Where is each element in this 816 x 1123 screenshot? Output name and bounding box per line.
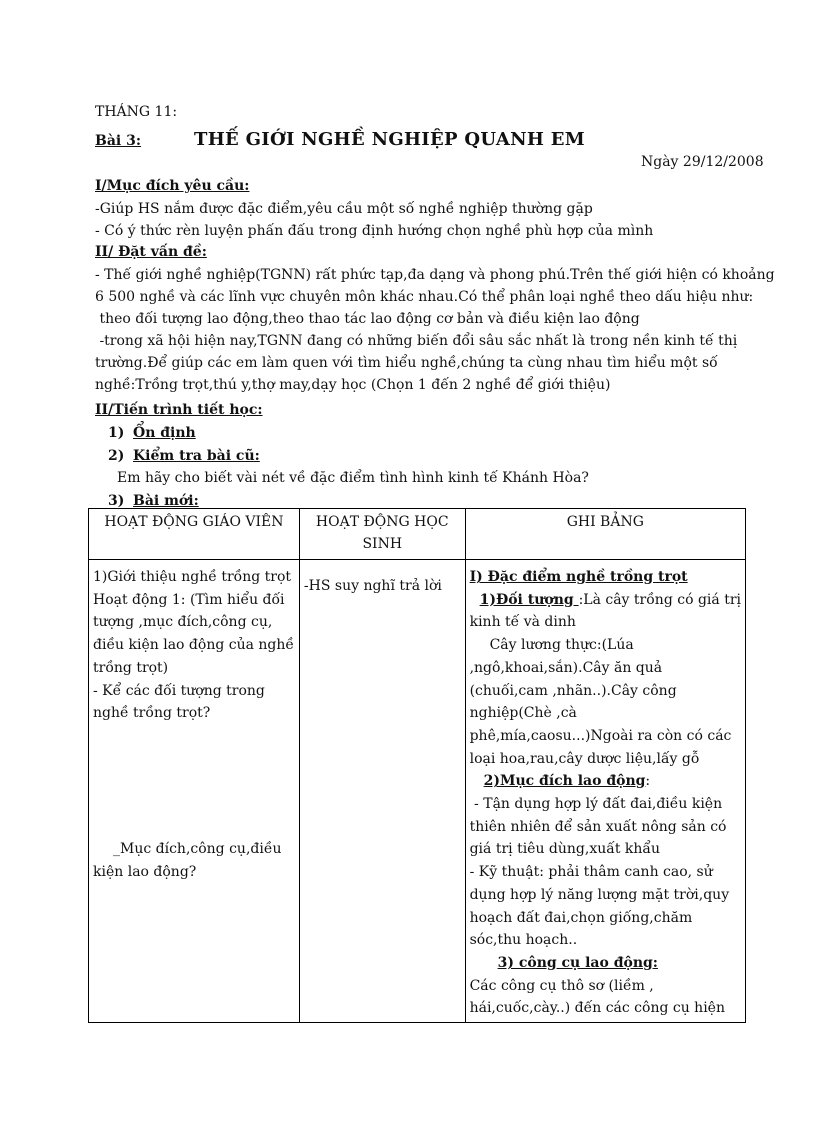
section2-line: 6 500 nghề và các lĩnh vực chuyên môn khác nhau.Có thể phân loại nghề theo dấu hiệu như:: [95, 289, 754, 305]
section1-body: [95, 198, 755, 242]
step-label: Bài mới:: [133, 493, 199, 509]
board-line: Cây lương thực:(Lúa: [489, 637, 634, 654]
board-line: Các công cụ thô sơ (liềm ,: [469, 977, 654, 994]
board-line: ,ngô,khoai,sắn).Cây ăn quả: [469, 659, 663, 676]
board-sub3-label: 3) công cụ lao động:: [497, 954, 658, 971]
board-line: nghiệp(Chè ,cà: [469, 705, 577, 722]
section2-line: theo đối tượng lao động,theo thao tác lao động cơ bản và điều kiện lao động: [95, 311, 640, 327]
teacher-line: _Mục đích,công cụ,điều: [113, 840, 282, 857]
header-board-notes: GHI BẢNG: [465, 509, 745, 560]
board-line: - Kỹ thuật: phải thâm canh cao, sử: [469, 864, 713, 881]
section2-line: nghề:Trồng trọt,thú y,thợ may,dạy học (Chọn 1 đến 2 nghề để giới thiệu): [95, 377, 611, 393]
step-number: 1): [108, 425, 125, 441]
step-label: Kiểm tra bài cũ:: [133, 448, 260, 464]
teacher-line: Hoạt động 1: (Tìm hiểu đối: [93, 591, 285, 608]
board-heading: I) Đặc điểm nghề trồng trọt: [469, 569, 688, 585]
board-sub1-label: 1)Đối tượng: [479, 591, 579, 608]
section2-line: - Thế giới nghề nghiệp(TGNN) rất phức tạp,đa dạng và phong phú.Trên thế giới hiện có khoảng: [95, 267, 775, 283]
step-number: 2): [108, 448, 125, 464]
teacher-line: kiện lao động?: [93, 863, 197, 880]
section3-heading: II/Tiến trình tiết học:: [95, 402, 263, 418]
board-line: loại hoa,rau,cây dược liệu,lấy gỗ: [469, 750, 700, 767]
board-line: giá trị tiêu dùng,xuất khẩu: [469, 841, 661, 858]
header-teacher-activity: HOẠT ĐỘNG GIÁO VIÊN: [89, 509, 300, 560]
teacher-line: trồng trọt): [93, 659, 169, 676]
board-sub1-rest: :Là cây trồng có giá trị: [578, 591, 741, 608]
teacher-line: 1)Giới thiệu nghề trồng trọt: [93, 569, 292, 585]
header-student-activity: HOẠT ĐỘNG HỌC SINH: [299, 509, 465, 560]
board-line: sóc,thu hoạch..: [469, 932, 578, 949]
month-label: THÁNG 11:: [95, 104, 178, 120]
student-activity-cell: [299, 560, 465, 1023]
lesson-table: [88, 508, 746, 1023]
section1-heading: I/Mục đích yêu cầu:: [95, 178, 250, 194]
board-sub2-tail: :: [645, 773, 651, 790]
teacher-line: tượng ,mục đích,công cụ,: [93, 614, 273, 631]
student-line: -HS suy nghĩ trả lời: [303, 578, 442, 594]
board-line: - Tận dụng hợp lý đất đai,điều kiện: [469, 796, 723, 813]
section2-line: -trong xã hội hiện nay,TGNN đang có những biến đổi sâu sắc nhất là trong nền kinh tế thị: [95, 333, 738, 349]
lesson-title: THẾ GIỚI NGHỀ NGHIỆP QUANH EM: [194, 129, 585, 150]
board-line: kinh tế và dinh: [469, 614, 576, 631]
section2-line: trường.Để giúp các em làm quen với tìm hiểu nghề,chúng ta cùng nhau tìm hiểu một số: [95, 355, 718, 371]
teacher-line: - Kể các đối tượng trong: [93, 682, 265, 699]
section1-line: - Có ý thức rèn luyện phấn đấu trong định hướng chọn nghề phù hợp của mình: [95, 223, 654, 239]
lesson-date: Ngày 29/12/2008: [641, 154, 764, 170]
lesson-label: Bài 3:: [95, 133, 142, 149]
section2-body: [95, 264, 775, 396]
step-label: Ổn định: [133, 425, 196, 441]
board-notes-cell: [465, 560, 745, 1023]
table-header-row: [89, 509, 746, 560]
board-sub1-line: [470, 589, 741, 612]
board-line: hái,cuốc,cày..) đến các công cụ hiện: [469, 1000, 725, 1017]
board-line: hoạch đất đai,chọn giống,chăm: [469, 909, 693, 926]
board-line: phê,mía,caosu...)Ngoài ra còn có các: [469, 727, 732, 744]
board-line: (chuối,cam ,nhãn..).Cây công: [469, 682, 677, 699]
teacher-line: nghề trồng trọt?: [93, 705, 211, 722]
step-number: 3): [108, 493, 125, 509]
section2-heading: II/ Đặt vấn đề:: [95, 244, 207, 260]
board-line: dụng hợp lý năng lượng mặt trời,quy: [469, 886, 730, 903]
board-sub2-line: [470, 770, 741, 793]
board-line: thiên nhiên để sản xuất nông sản có: [469, 818, 727, 835]
board-sub2-label: 2)Mục đích lao động: [483, 773, 646, 790]
teacher-line: điều kiện lao động của nghề: [93, 637, 295, 654]
section1-line: -Giúp HS nắm được đặc điểm,yêu cầu một số nghề nghiệp thường gặp: [95, 201, 593, 217]
review-question: Em hãy cho biết vài nét về đặc điểm tình hình kinh tế Khánh Hòa?: [117, 470, 589, 486]
table-row: [89, 560, 746, 1023]
teacher-activity-cell: [89, 560, 300, 1023]
